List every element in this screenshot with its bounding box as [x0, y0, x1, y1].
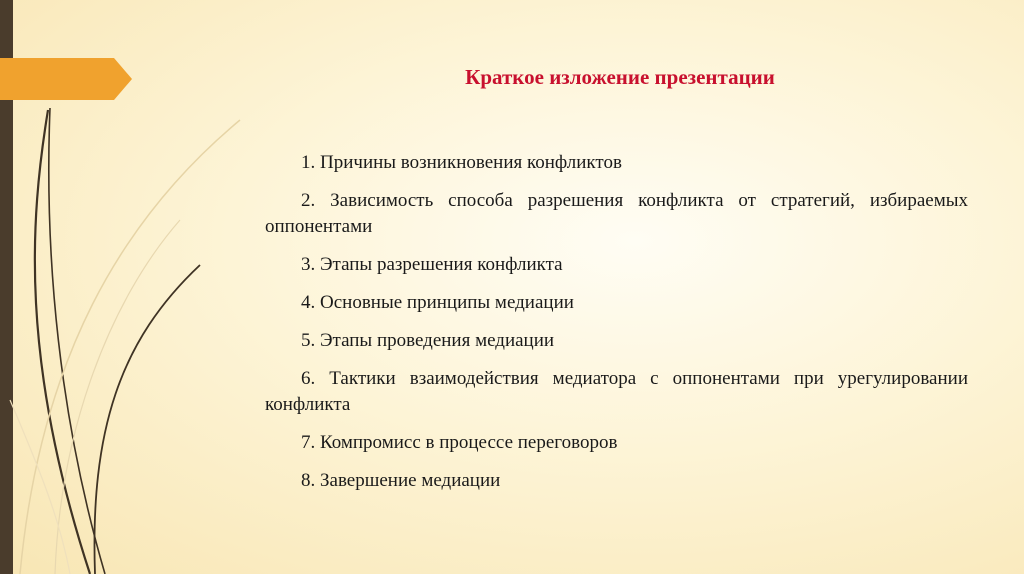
list-item: 7. Компромисс в процессе переговоров: [301, 432, 618, 453]
agenda-list: [265, 150, 968, 506]
list-item: 6. Тактики взаимодействия медиатора с оппонентами при урегулировании конфликта: [265, 368, 968, 415]
list-item: 8. Завершение медиации: [301, 470, 501, 491]
list-item: 2. Зависимость способа разрешения конфликта от стратегий, избираемых оппонентами: [265, 190, 968, 237]
slide-title: Краткое изложение презентации: [465, 65, 775, 89]
list-item: 5. Этапы проведения медиации: [301, 330, 555, 351]
orange-tab-arrow: [0, 58, 135, 102]
list-item: 3. Этапы разрешения конфликта: [301, 254, 563, 275]
list-item: 4. Основные принципы медиации: [301, 292, 574, 313]
list-item: 1. Причины возникновения конфликтов: [301, 152, 622, 173]
